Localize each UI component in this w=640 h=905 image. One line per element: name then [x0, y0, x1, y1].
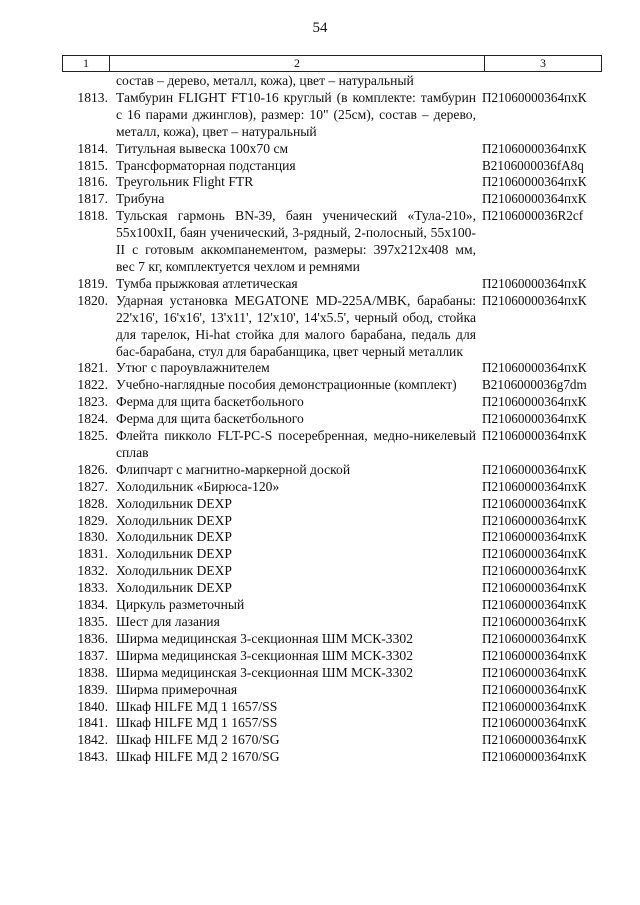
table-row [62, 699, 602, 716]
row-code: П21060000364пхК [482, 275, 587, 291]
row-item-name: Ширма медицинская 3-секционная ШМ МСК-3302 [116, 664, 413, 680]
table-row [62, 648, 602, 665]
row-item-name: Ширма примерочная [116, 681, 238, 697]
row-item-name: Шкаф HILFE МД 2 1670/SG [116, 749, 280, 765]
table-row [62, 529, 602, 546]
row-item-name: Ферма для щита баскетбольного [116, 411, 304, 427]
row-number: 1830. [77, 529, 108, 545]
row-item-name: Шкаф HILFE МД 2 1670/SG [116, 732, 280, 748]
row-item-name: Шкаф HILFE МД 1 1657/SS [116, 715, 278, 731]
row-item-name: Ширма медицинская 3-секционная ШМ МСК-3302 [116, 647, 413, 663]
row-item-name: Флипчарт с магнитно-маркерной доской [116, 461, 351, 477]
row-number: 1837. [77, 647, 108, 663]
header-col-2: 2 [110, 56, 485, 71]
row-number: 1820. [77, 292, 108, 308]
table-row [62, 479, 602, 496]
table-row [62, 208, 602, 276]
row-number: 1826. [77, 461, 108, 477]
row-code: П21060000364пхК [482, 512, 587, 528]
row-number: 1843. [77, 749, 108, 765]
table-row [62, 597, 602, 614]
table-row [62, 377, 602, 394]
row-number: 1822. [77, 377, 108, 393]
row-code: В2106000036g7dm [482, 377, 587, 393]
row-item-name: Холодильник DEXP [116, 563, 232, 579]
row-number: 1836. [77, 630, 108, 646]
table-row [62, 191, 602, 208]
table-row [62, 614, 602, 631]
row-item-name: Трибуна [116, 191, 165, 207]
row-item-name: Холодильник DEXP [116, 546, 232, 562]
row-number: 1813. [77, 89, 108, 105]
table-row [62, 665, 602, 682]
table-row [62, 174, 602, 191]
row-code: П21060000364пхК [482, 461, 587, 477]
row-item-name: Треугольник Flight FTR [116, 174, 254, 190]
row-number: 1833. [77, 580, 108, 596]
table-row [62, 580, 602, 597]
row-number: 1839. [77, 681, 108, 697]
table-row [62, 715, 602, 732]
row-code: В2106000036fA8q [482, 157, 584, 173]
continuation-text: состав – дерево, металл, кожа), цвет – натуральный [116, 73, 414, 88]
page-number: 54 [312, 20, 328, 36]
row-number: 1841. [77, 715, 108, 731]
row-item-name: Ширма медицинская 3-секционная ШМ МСК-3302 [116, 630, 413, 646]
row-item-name: Холодильник DEXP [116, 495, 232, 511]
table-row [62, 276, 602, 293]
row-item-name: Холодильник DEXP [116, 512, 232, 528]
row-code: П21060000364пхК [482, 664, 587, 680]
row-number: 1818. [77, 208, 108, 224]
row-number: 1831. [77, 546, 108, 562]
row-code: П21060000364пхК [482, 478, 587, 494]
row-item-name: Шкаф HILFE МД 1 1657/SS [116, 698, 278, 714]
row-number: 1819. [77, 275, 108, 291]
row-item-name: Циркуль разметочный [116, 597, 245, 613]
table-row [62, 546, 602, 563]
row-code: П21060000364пхК [482, 647, 587, 663]
row-code: П21060000364пхК [482, 360, 587, 376]
table-body [62, 73, 602, 766]
table-row [62, 293, 602, 361]
row-code: П21060000364пхК [482, 597, 587, 613]
table-row [62, 158, 602, 175]
table-row [62, 682, 602, 699]
row-number: 1825. [77, 428, 108, 444]
row-code: П21060000364пхК [482, 614, 587, 629]
table-row [62, 360, 602, 377]
row-number: 1834. [77, 597, 108, 613]
row-item-name: Флейта пикколо FLT-PC-S посеребренная, медно-никелевый сплав [116, 428, 476, 460]
row-number: 1823. [77, 394, 108, 410]
table-row [62, 90, 602, 141]
row-code: П21060000364пхК [482, 292, 587, 308]
row-item-name: Холодильник DEXP [116, 529, 232, 545]
row-code: П21060000364пхК [482, 580, 587, 596]
row-item-name: Тумба прыжковая атлетическая [116, 275, 298, 291]
row-number: 1814. [77, 140, 108, 156]
row-item-name: Учебно-наглядные пособия демонстрационные (комплект) [116, 377, 457, 393]
row-code: П21060000364пхК [482, 732, 587, 748]
table-row [62, 496, 602, 513]
row-item-name: Холодильник DEXP [116, 580, 232, 596]
header-col-1: 1 [63, 56, 110, 71]
table-row [62, 141, 602, 158]
row-code: П2106000036R2cf [482, 208, 584, 224]
row-code: П21060000364пхК [482, 563, 587, 579]
row-item-name: Утюг с пароувлажнителем [116, 360, 270, 376]
table-row [62, 513, 602, 530]
row-code: П21060000364пхК [482, 529, 587, 545]
row-code: П21060000364пхК [482, 495, 587, 511]
row-number: 1816. [77, 174, 108, 190]
row-code: П21060000364пхК [482, 681, 587, 697]
row-item-name: Трансформаторная подстанция [116, 157, 296, 173]
table-row [62, 749, 602, 766]
row-item-name: Шест для лазания [116, 614, 220, 629]
row-code: П21060000364пхК [482, 174, 587, 190]
row-code: П21060000364пхК [482, 630, 587, 646]
continuation-row [62, 73, 602, 90]
row-number: 1829. [77, 512, 108, 528]
table-row [62, 563, 602, 580]
inventory-table [62, 55, 602, 766]
row-code: П21060000364пхК [482, 715, 587, 731]
row-code: П21060000364пхК [482, 411, 587, 427]
row-item-name: Титульная вывеска 100х70 см [116, 140, 289, 156]
row-item-name: Ударная установка MEGATONE MD-225A/MBK, барабаны: 22'х16', 16'х16', 13'х11', 12'х10', 14'х5.5', черный обод, стойка для тарелок, Hi-hat стойка для малого барабана, педаль для бас-барабана, стул для барабанщика, цвет черный металлик [116, 292, 476, 359]
row-item-name: Холодильник «Бирюса-120» [116, 478, 280, 494]
row-number: 1835. [77, 614, 108, 629]
row-number: 1817. [77, 191, 108, 207]
row-number: 1824. [77, 411, 108, 427]
table-row [62, 631, 602, 648]
row-number: 1832. [77, 563, 108, 579]
table-row [62, 394, 602, 411]
row-code: П21060000364пхК [482, 428, 587, 444]
row-item-name: Ферма для щита баскетбольного [116, 394, 304, 410]
row-code: П21060000364пхК [482, 140, 587, 156]
row-number: 1821. [77, 360, 108, 376]
row-code: П21060000364пхК [482, 394, 587, 410]
row-code: П21060000364пхК [482, 698, 587, 714]
row-code: П21060000364пхК [482, 191, 587, 207]
table-row [62, 732, 602, 749]
table-row [62, 428, 602, 462]
row-number: 1815. [77, 157, 108, 173]
row-code: П21060000364пхК [482, 89, 587, 105]
header-col-3: 3 [540, 56, 546, 70]
row-number: 1827. [77, 478, 108, 494]
row-item-name: Тамбурин FLIGHT FT10-16 круглый (в комплекте: тамбурин с 16 парами джинглов), размер: 10" (25см), состав – дерево, металл, кожа), цвет – натуральный [116, 89, 476, 139]
row-number: 1838. [77, 664, 108, 680]
row-number: 1842. [77, 732, 108, 748]
row-item-name: Тульская гармонь BN-39, баян ученический «Тула-210», 55х100хII, баян ученический, 3-рядный, 2-полосный, 55х100-II с готовым аккомпанементом, размеры: 397х212х408 мм, вес 7 кг, комплектуется чехлом и ремнями [116, 208, 476, 274]
table-row [62, 411, 602, 428]
table-header [62, 55, 602, 72]
row-code: П21060000364пхК [482, 546, 587, 562]
row-number: 1828. [77, 495, 108, 511]
row-code: П21060000364пхК [482, 749, 587, 765]
row-number: 1840. [77, 698, 108, 714]
table-row [62, 462, 602, 479]
